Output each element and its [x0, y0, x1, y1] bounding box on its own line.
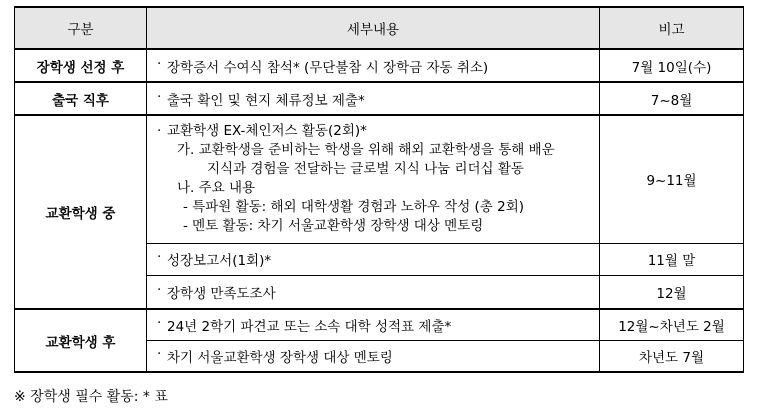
detail-text: 출국 확인 및 현지 체류정보 제출*: [167, 92, 365, 109]
detail-cell: [147, 49, 600, 82]
category-cell: 교환학생 중: [15, 115, 147, 309]
category-cell: 교환학생 후: [15, 309, 147, 372]
note-cell: 7월 10일(수): [600, 49, 744, 82]
detail-cell: [147, 243, 600, 275]
table-row: [15, 309, 744, 340]
detail-na-item1: - 특파원 활동: 해외 대학생활 경험과 노하우 작성 (총 2회): [183, 199, 525, 216]
note-cell: 차년도 7월: [600, 340, 744, 372]
detail-cell: [147, 309, 600, 340]
detail-na: 나. 주요 내용: [177, 180, 256, 197]
detail-text: 교환학생 EX-체인저스 활동(2회)*: [167, 123, 367, 140]
detail-ga-line2: 지식과 경험을 전달하는 글로벌 지식 나눔 리더십 활동: [207, 161, 524, 178]
table-row: [15, 82, 744, 115]
category-cell: 출국 직후: [15, 82, 147, 115]
detail-ga-line1: 가. 교환학생을 준비하는 학생을 위해 해외 교환학생을 통해 배운: [177, 142, 555, 159]
note-cell: 12월: [600, 275, 744, 309]
detail-cell: [147, 275, 600, 309]
bullet-mark: ·: [157, 249, 162, 265]
note-cell: 12월~차년도 2월: [600, 309, 744, 340]
detail-text: 장학생 만족도조사: [167, 285, 276, 302]
table-row: [15, 115, 744, 243]
note-cell: 9~11월: [600, 115, 744, 243]
header-category: 구분: [15, 7, 147, 49]
footnote: ※ 장학생 필수 활동: * 표: [14, 389, 168, 405]
header-row: [15, 7, 744, 49]
header-detail: 세부내용: [147, 7, 600, 49]
detail-text: 차기 서울교환학생 장학생 대상 멘토링: [167, 349, 393, 366]
table-row: [15, 49, 744, 82]
activity-table: [14, 6, 744, 373]
detail-text: 24년 2학기 파견교 또는 소속 대학 성적표 제출*: [167, 318, 452, 335]
note-cell: 11월 말: [600, 243, 744, 275]
detail-cell: [147, 82, 600, 115]
bullet-mark: ·: [157, 55, 162, 72]
bullet-mark: ·: [157, 123, 162, 140]
detail-na-item2: - 멘토 활동: 차기 서울교환학생 장학생 대상 멘토링: [183, 218, 484, 235]
bullet-mark: ·: [157, 314, 162, 331]
bullet-mark: ·: [157, 281, 162, 298]
bullet-mark: ·: [157, 88, 162, 105]
detail-text: 성장보고서(1회)*: [167, 253, 272, 269]
note-cell: 7~8월: [600, 82, 744, 115]
detail-cell: [147, 115, 600, 243]
header-note: 비고: [600, 7, 744, 49]
detail-cell: [147, 340, 600, 372]
bullet-mark: ·: [157, 345, 162, 362]
category-cell: 장학생 선정 후: [15, 49, 147, 82]
detail-text: 장학증서 수여식 참석* (무단불참 시 장학금 자동 취소): [167, 59, 489, 76]
